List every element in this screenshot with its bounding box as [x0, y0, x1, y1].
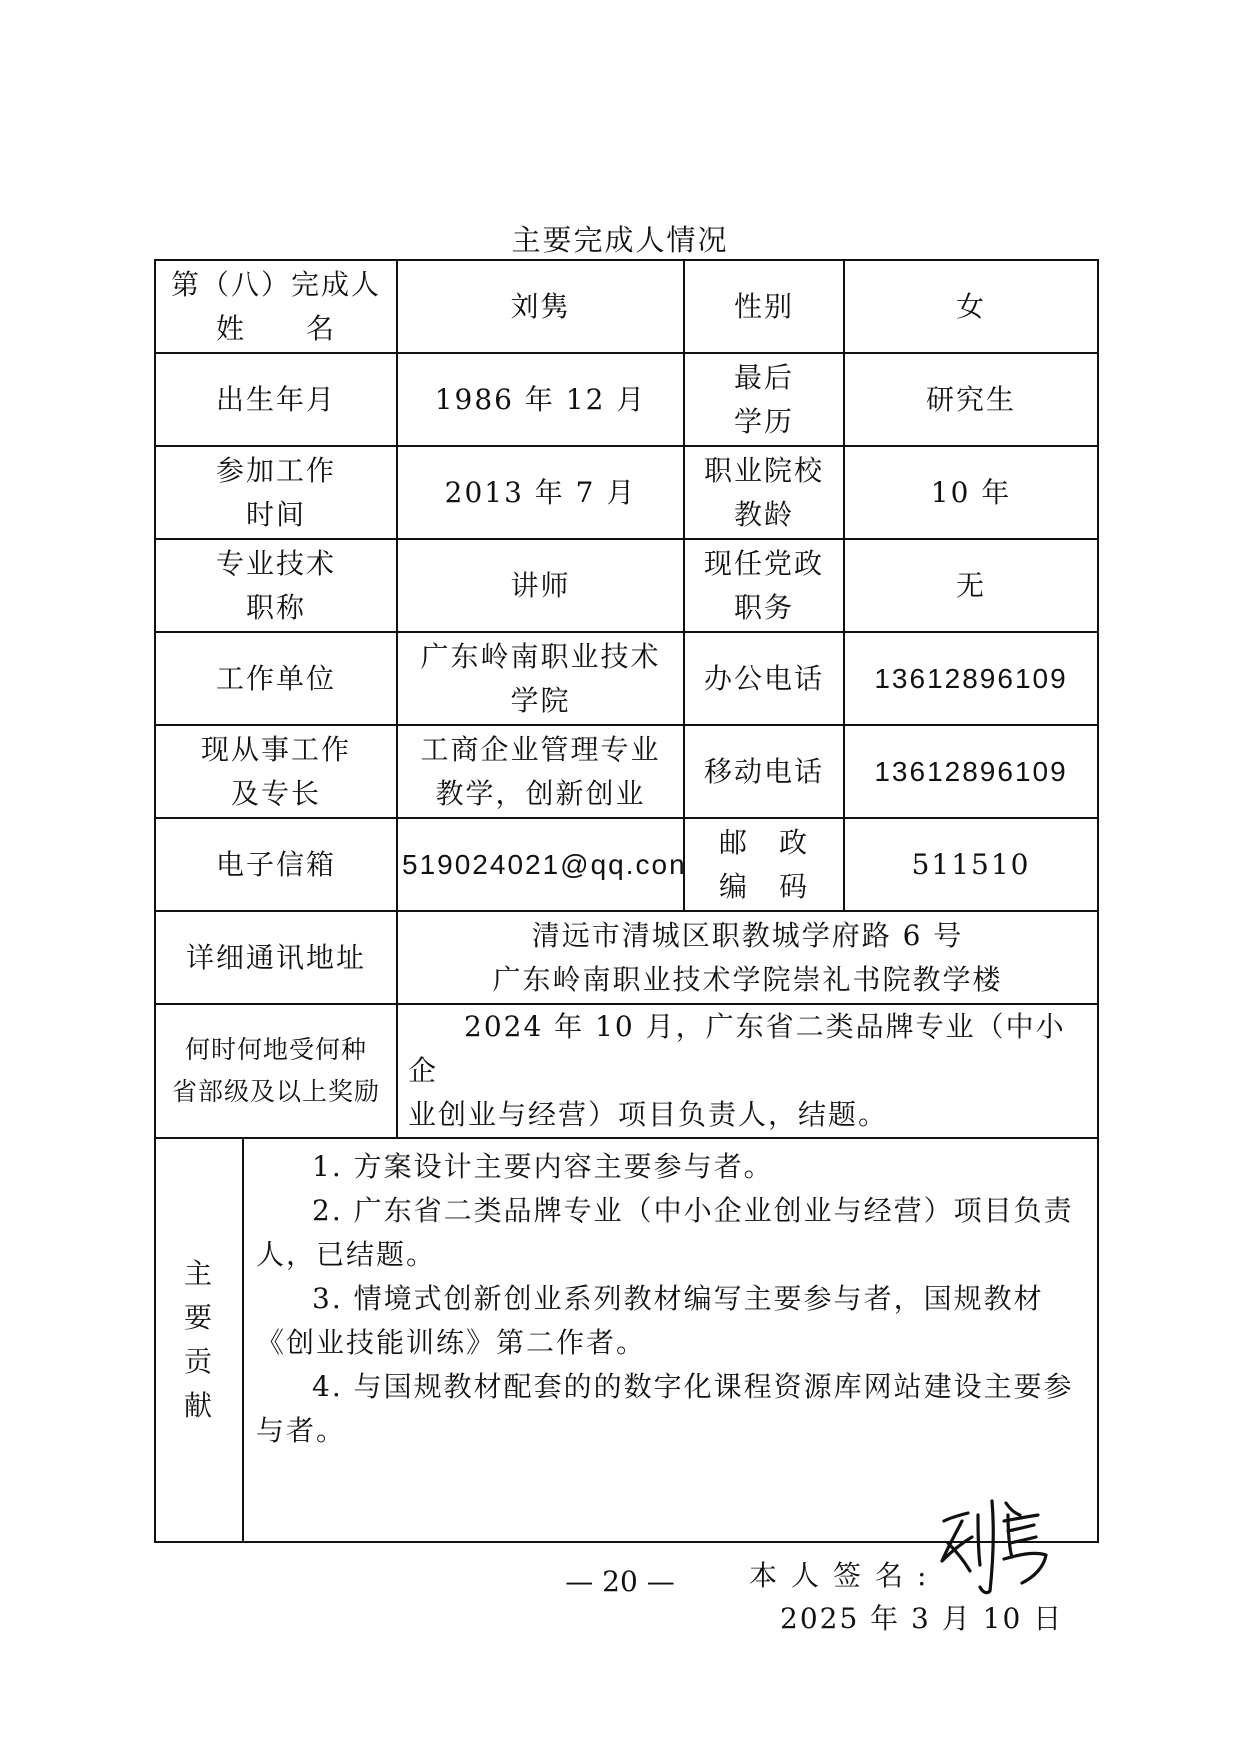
gender-label: 性别: [684, 260, 844, 353]
form-title: 主要完成人情况: [511, 223, 729, 257]
work-start-value: 2013 年 7 月: [397, 446, 684, 539]
address-value: 清远市清城区职教城学府路 6 号 广东岭南职业技术学院崇礼书院教学楼: [397, 911, 1098, 1004]
work-start-label: 参加工作 时间: [155, 446, 397, 539]
signature-label: 本人签名:: [749, 1559, 941, 1592]
contribution-item: 1. 方案设计主要内容主要参与者。: [312, 1150, 774, 1183]
teaching-years-label: 职业院校 教龄: [684, 446, 844, 539]
contribution-label: 主 要 贡 献: [155, 1138, 243, 1542]
personal-info-table: [154, 259, 1099, 1635]
contribution-item: 2. 广东省二类品牌专业（中小企业创业与经营）项目负责人，已结题。: [256, 1194, 1074, 1271]
postcode-value: 511510: [844, 818, 1098, 911]
office-phone-label: 办公电话: [684, 632, 844, 725]
birth-value: 1986 年 12 月: [397, 353, 684, 446]
mobile-phone-value: 13612896109: [844, 725, 1098, 818]
address-label: 详细通讯地址: [155, 911, 397, 1004]
office-phone-value: 13612896109: [844, 632, 1098, 725]
work-unit-label: 工作单位: [155, 632, 397, 725]
contribution-content: [243, 1138, 1098, 1635]
award-value: 2024 年 10 月，广东省二类品牌专业（中小企 业创业与经营）项目负责人，结题。: [397, 1004, 1098, 1138]
contribution-item: 3. 情境式创新创业系列教材编写主要参与者，国规教材《创业技能训练》第二作者。: [256, 1282, 1044, 1359]
award-label: 何时何地受何种 省部级及以上奖励: [155, 1004, 397, 1138]
email-label: 电子信箱: [155, 818, 397, 911]
email-value: 519024021@qq.con: [397, 818, 684, 911]
professional-title-value: 讲师: [397, 539, 684, 632]
contribution-item: 4. 与国规教材配套的的数字化课程资源库网站建设主要参与者。: [256, 1370, 1074, 1447]
education-label: 最后 学历: [684, 353, 844, 446]
name-value: 刘隽: [397, 260, 684, 353]
party-position-value: 无: [844, 539, 1098, 632]
teaching-years-value: 10 年: [844, 446, 1098, 539]
party-position-label: 现任党政 职务: [684, 539, 844, 632]
signature-date: 2025 年 3 月 10 日: [780, 1602, 1064, 1635]
work-unit-value: 广东岭南职业技术 学院: [397, 632, 684, 725]
birth-label: 出生年月: [155, 353, 397, 446]
name-label: 第（八）完成人 姓 名: [155, 260, 397, 353]
gender-value: 女: [844, 260, 1098, 353]
work-field-value: 工商企业管理专业 教学，创新创业: [397, 725, 684, 818]
postcode-label: 邮 政 编 码: [684, 818, 844, 911]
education-value: 研究生: [844, 353, 1098, 446]
page-number: — 20 —: [565, 1565, 675, 1598]
professional-title-label: 专业技术 职称: [155, 539, 397, 632]
work-field-label: 现从事工作 及专长: [155, 725, 397, 818]
mobile-phone-label: 移动电话: [684, 725, 844, 818]
